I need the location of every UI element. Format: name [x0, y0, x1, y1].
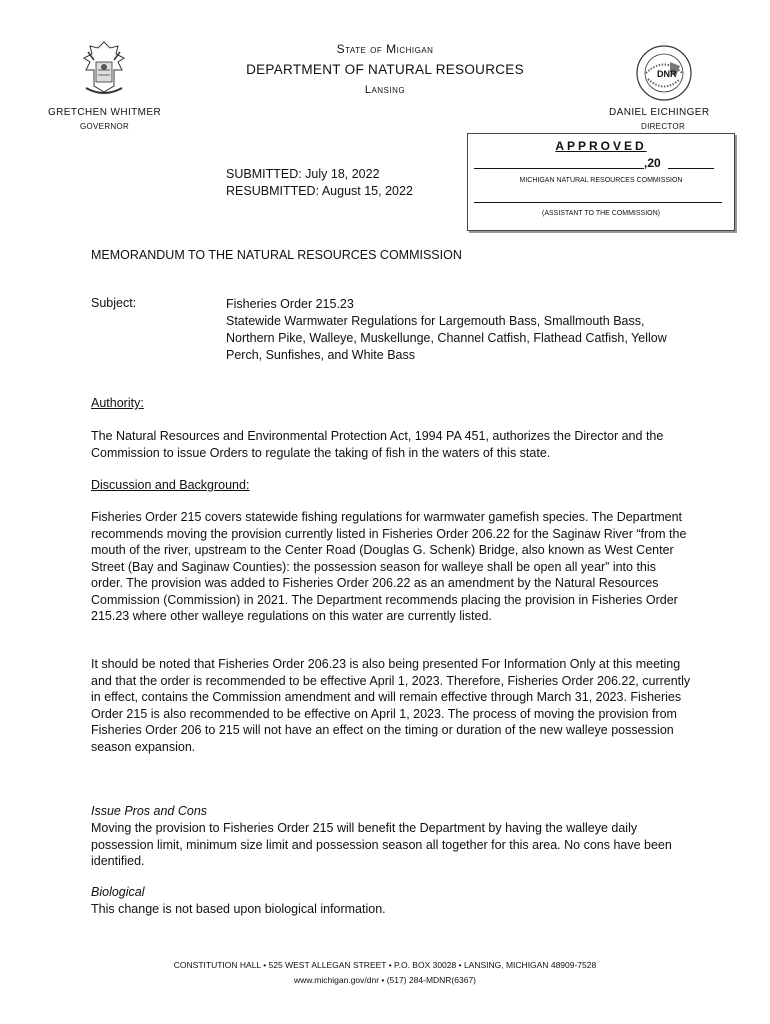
approved-heading: APPROVED — [555, 139, 647, 153]
biological-text: This change is not based upon biological information. — [91, 902, 386, 916]
assistant-signature-line — [474, 192, 722, 203]
memo-title: MEMORANDUM TO THE NATURAL RESOURCES COMMISSION — [91, 248, 462, 262]
svg-text:DNR: DNR — [657, 69, 677, 79]
discussion-heading: Discussion and Background: — [91, 478, 250, 492]
assistant-label: (ASSISTANT TO THE COMMISSION) — [542, 210, 660, 217]
authority-text: The Natural Resources and Environmental Protection Act, 1994 PA 451, authorizes the Director and the Commission to issue Orders to regulate the taking of fish in the waters of this state. — [91, 429, 664, 460]
authority-heading: Authority: — [91, 396, 144, 410]
state-name: State of Michigan — [336, 42, 434, 56]
discussion-paragraph-1: Fisheries Order 215 covers statewide fishing regulations for warmwater gamefish species. The Department recommends moving the provision currently listed in Fisheries Order 206.22 for the Saginaw River “from the mouth of the river, upstream to the Center Road (Douglas G. Schenk) Bridge, also known as West Center Street (Bay and Saginaw Counties): the possession season for walleye shall be open all year” into this order. The provision was added to Fisheries Order 206.22 as an amendment by the Natural Resources Commission (Commission) in 2021. The Department recommends placing the provision in Fisheries Order 215.23 where other walleye regulations on this water are currently listed. — [91, 510, 687, 623]
director-title: DIRECTOR — [641, 122, 686, 131]
department-name: DEPARTMENT OF NATURAL RESOURCES — [246, 62, 524, 77]
submission-dates — [226, 166, 413, 200]
commission-label: MICHIGAN NATURAL RESOURCES COMMISSION — [519, 177, 683, 184]
discussion-paragraph-2: It should be noted that Fisheries Order 206.23 is also being presented For Information Only at this meeting and that the order is recommended to be effective April 1, 2023. Therefore, Fisheries Order 206.22, currently in effect, contains the Commission amendment and will remain effective through March 31, 2023. Fisheries Order 215 is also recommended to be effective on April 1, 2023. The process of moving the provision from Fisheries Order 206 to 215 will not have an effect on the timing or duration of the new walleye possession season expansion. — [91, 657, 691, 754]
subject-order: Fisheries Order 215.23 — [226, 297, 354, 311]
biological-heading: Biological — [91, 885, 145, 899]
approval-year-prefix: ,20 — [644, 156, 661, 170]
footer-contact: www.michigan.gov/dnr • (517) 284-MDNR(6367) — [293, 975, 477, 985]
submitted-date: SUBMITTED: July 18, 2022 — [226, 167, 380, 181]
governor-name: GRETCHEN WHITMER — [48, 107, 162, 118]
city-name: Lansing — [364, 84, 406, 96]
director-name: DANIEL EICHINGER — [609, 107, 710, 118]
footer-address: CONSTITUTION HALL • 525 WEST ALLEGAN STREET • P.O. BOX 30028 • LANSING, MICHIGAN 48909-7528 — [173, 960, 597, 970]
subject-text — [226, 296, 676, 364]
approval-box — [467, 133, 735, 231]
subject-label: Subject: — [91, 296, 137, 310]
resubmitted-date: RESUBMITTED: August 15, 2022 — [226, 184, 413, 198]
subject-description: Statewide Warmwater Regulations for Largemouth Bass, Smallmouth Bass, Northern Pike, Walleye, Muskellunge, Channel Catfish, Flathead Catfish, Yellow Perch, Sunfishes, and White Bass — [226, 314, 667, 362]
approval-year-line — [668, 154, 714, 169]
approval-date-line — [474, 154, 644, 169]
governor-title: GOVERNOR — [80, 122, 130, 131]
pros-cons-text: Moving the provision to Fisheries Order 215 will benefit the Department by having the walleye daily possession limit, minimum size limit and possession season all together for this area. No cons have been identified. — [91, 821, 672, 868]
pros-cons-heading: Issue Pros and Cons — [91, 804, 208, 818]
